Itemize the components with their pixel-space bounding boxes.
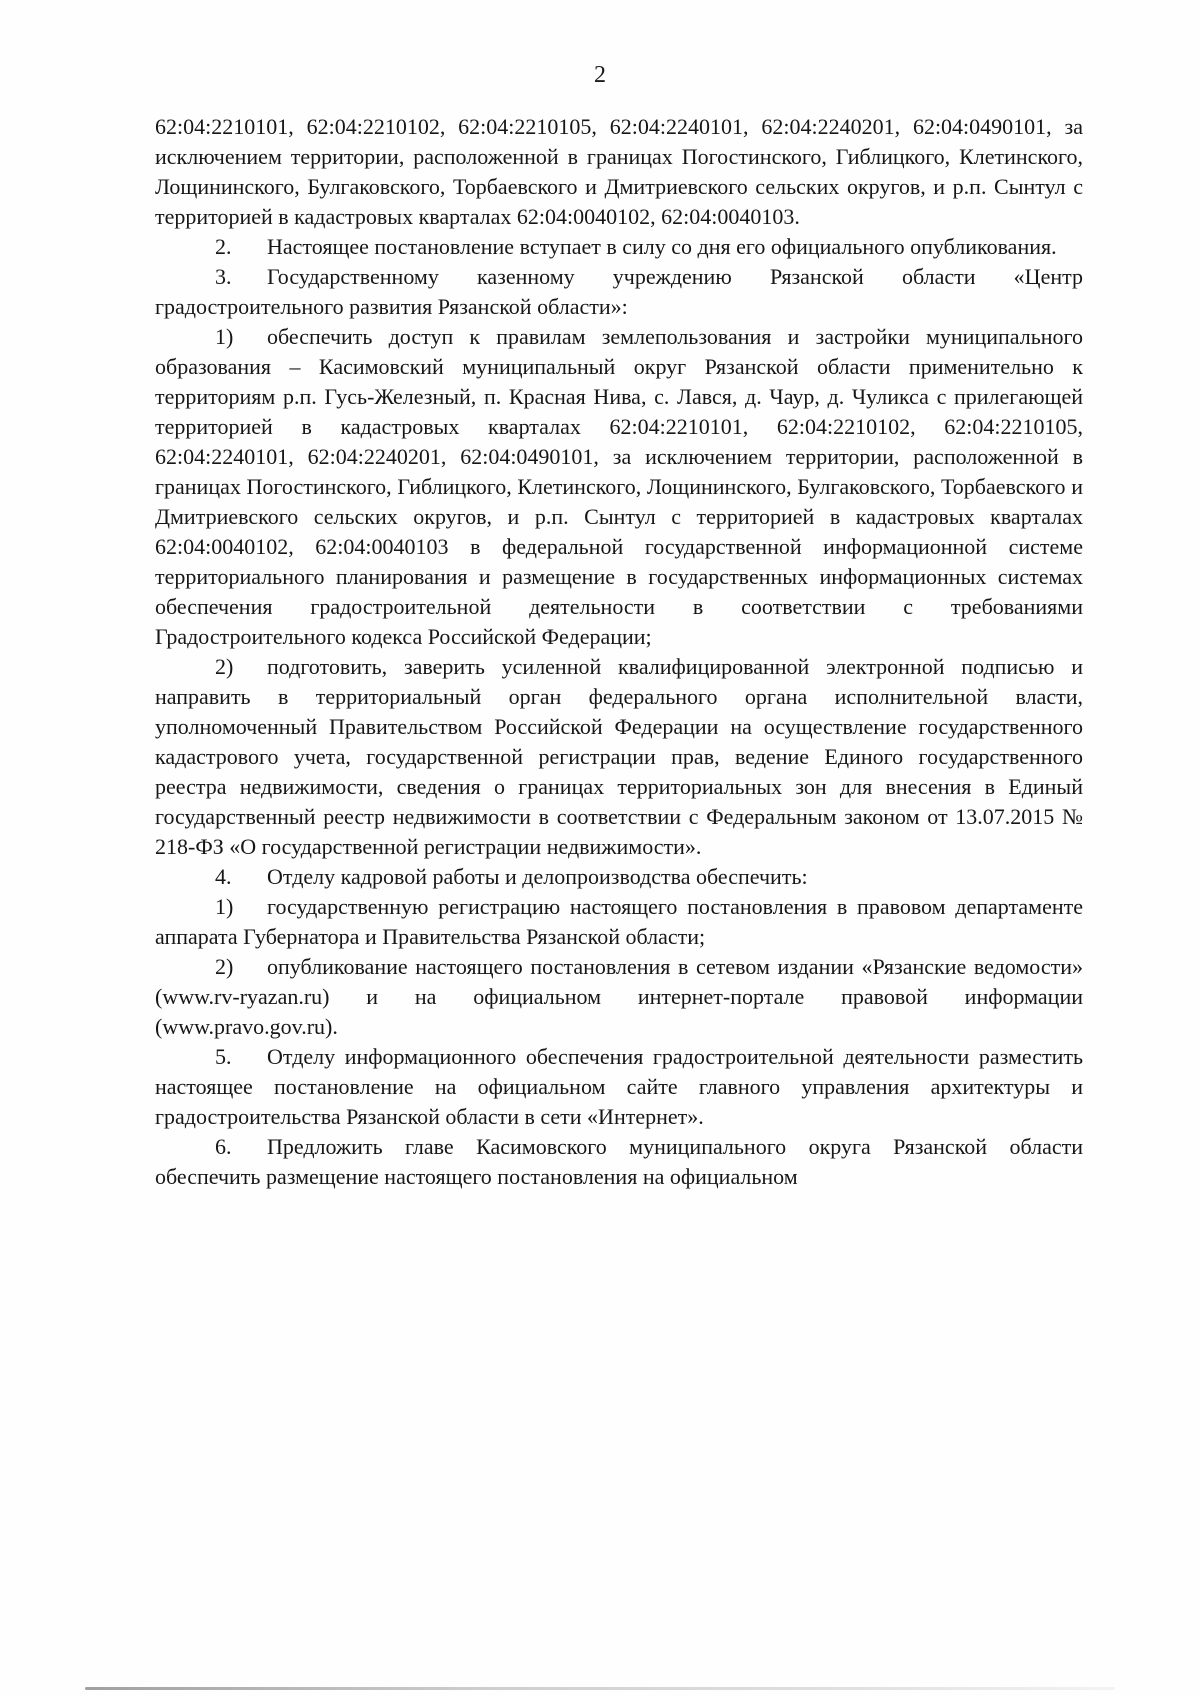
paragraph-marker: 6. [215, 1134, 232, 1159]
paragraph [155, 262, 1083, 322]
paragraph [155, 322, 1083, 652]
paragraph-marker: 1) [215, 894, 234, 919]
paragraph-marker: 1) [215, 324, 234, 349]
paragraph-text: Предложить главе Касимовского муниципального округа Рязанской области обеспечить размещение настоящего постановления на официальном [155, 1134, 1083, 1189]
paragraph-text: опубликование настоящего постановления в сетевом издании «Рязанские ведомости» (www.rv-ryazan.ru) и на официальном интернет-портале правовой информации (www.pravo.gov.ru). [155, 954, 1083, 1039]
paragraph-text: Отделу кадровой работы и делопроизводства обеспечить: [267, 864, 808, 889]
page-number: 2 [594, 62, 606, 88]
paragraph-marker: 2. [215, 234, 232, 259]
paragraph-text: 62:04:2210101, 62:04:2210102, 62:04:2210105, 62:04:2240101, 62:04:2240201, 62:04:0490101, за исключением территории, расположенной в границах Погостинского, Гиблицкого, Клетинского, Лощининского, Булгаковского, Торбаевского и Дмитриевского сельских округов, и р.п. Сынтул с территорией в кадастровых кварталах 62:04:0040102, 62:04:0040103. [155, 114, 1083, 229]
paragraph-marker: 3. [215, 264, 232, 289]
paragraph [155, 652, 1083, 862]
paragraph [155, 232, 1083, 262]
document-body [155, 112, 1083, 1192]
paragraph [155, 1042, 1083, 1132]
paragraph-marker: 2) [215, 654, 234, 679]
paragraph [155, 952, 1083, 1042]
paragraph-marker: 4. [215, 864, 232, 889]
paragraph-text: государственную регистрацию настоящего постановления в правовом департаменте аппарата Губернатора и Правительства Рязанской области; [155, 894, 1083, 949]
paragraph-text: обеспечить доступ к правилам землепользования и застройки муниципального образования – Касимовский муниципальный округ Рязанской области применительно к территориям р.п. Гусь-Железный, п. Красная Нива, с. Лався, д. Чаур, д. Чуликса с прилегающей территорией в кадастровых кварталах 62:04:2210101, 62:04:2210102, 62:04:2210105, 62:04:2240101, 62:04:2240201, 62:04:0490101, за исключением территории, расположенной в границах Погостинского, Гиблицкого, Клетинского, Лощининского, Булгаковского, Торбаевского и Дмитриевского сельских округов, и р.п. Сынтул с территорией в кадастровых кварталах 62:04:0040102, 62:04:0040103 в федеральной государственной информационной системе территориального планирования и размещение в государственных информационных системах обеспечения градостроительной деятельности в соответствии с требованиями Градостроительного кодекса Российской Федерации; [155, 324, 1083, 649]
paragraph-text: Отделу информационного обеспечения градостроительной деятельности разместить настоящее постановление на официальном сайте главного управления архитектуры и градостроительства Рязанской области в сети «Интернет». [155, 1044, 1083, 1129]
scan-artifact-line [85, 1687, 1115, 1690]
paragraph-text: Настоящее постановление вступает в силу со дня его официального опубликования. [267, 234, 1057, 259]
paragraph-text: подготовить, заверить усиленной квалифицированной электронной подписью и направить в территориальный орган федерального органа исполнительной власти, уполномоченный Правительством Российской Федерации на осуществление государственного кадастрового учета, государственной регистрации прав, ведение Единого государственного реестра недвижимости, сведения о границах территориальных зон для внесения в Единый государственный реестр недвижимости в соответствии с Федеральным законом от 13.07.2015 № 218-ФЗ «О государственной регистрации недвижимости». [155, 654, 1083, 859]
paragraph [155, 112, 1083, 232]
paragraph [155, 892, 1083, 952]
paragraph-marker: 2) [215, 954, 234, 979]
paragraph-marker: 5. [215, 1044, 232, 1069]
paragraph [155, 862, 1083, 892]
paragraph [155, 1132, 1083, 1192]
paragraph-text: Государственному казенному учреждению Рязанской области «Центр градостроительного развития Рязанской области»: [155, 264, 1083, 319]
